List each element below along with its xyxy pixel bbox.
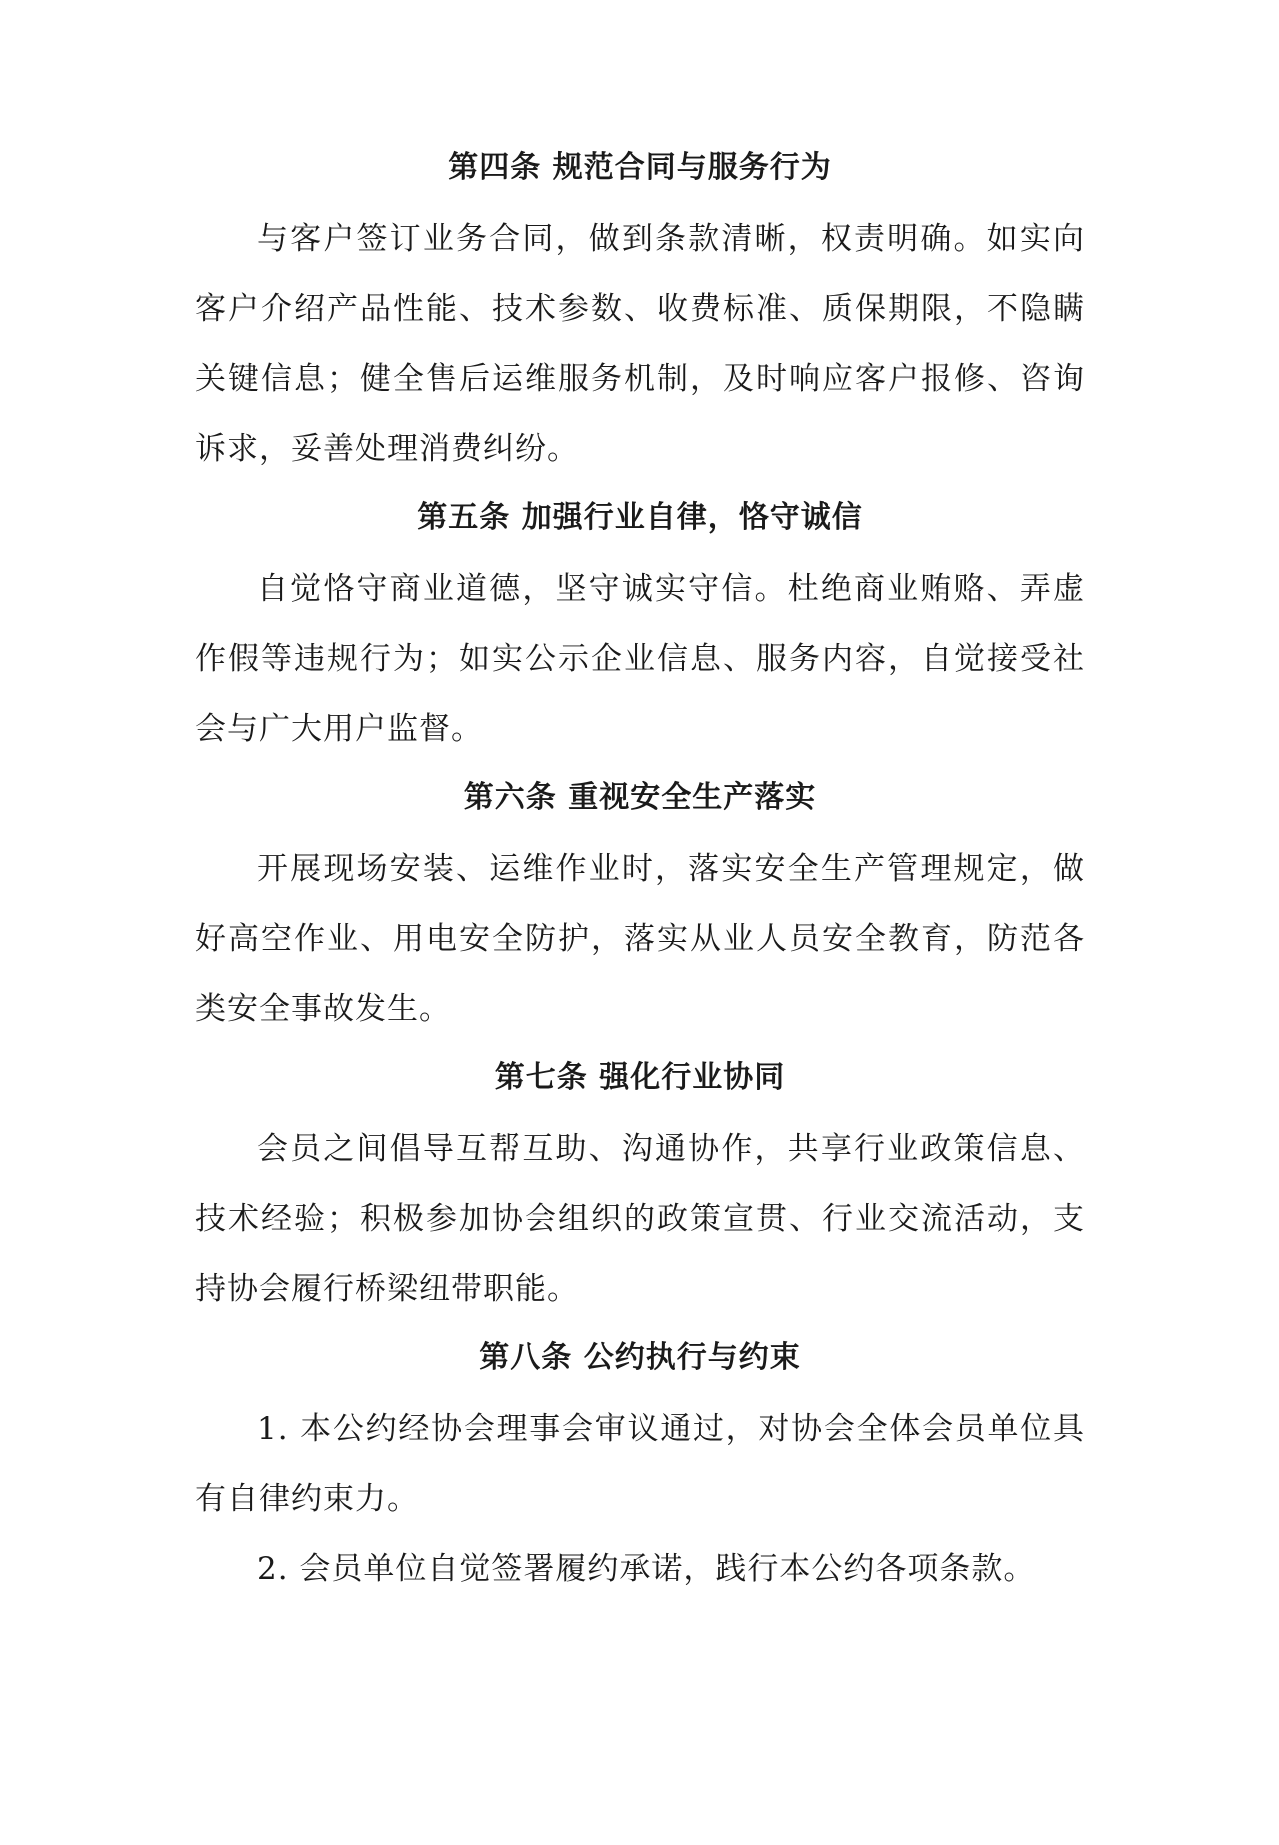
article-4-paragraph: 与客户签订业务合同，做到条款清晰，权责明确。如实向客户介绍产品性能、技术参数、收费标准、质保期限，不隐瞒关键信息；健全售后运维服务机制，及时响应客户报修、咨询诉求，妥善处理消费纠纷。	[195, 221, 1085, 467]
article-8-item-2: 2. 会员单位自觉签署履约承诺，践行本公约各项条款。	[257, 1551, 1036, 1587]
article-6-paragraph: 开展现场安装、运维作业时，落实安全生产管理规定，做好高空作业、用电安全防护，落实从业人员安全教育，防范各类安全事故发生。	[195, 851, 1085, 1027]
article-8-item-1: 1. 本公约经协会理事会审议通过，对协会全体会员单位具有自律约束力。	[195, 1411, 1085, 1517]
document-page	[195, 140, 1085, 1604]
article-5-paragraph: 自觉恪守商业道德，坚守诚实守信。杜绝商业贿赂、弄虚作假等违规行为；如实公示企业信息、服务内容，自觉接受社会与广大用户监督。	[195, 571, 1085, 747]
article-7-heading: 第七条 强化行业协同	[494, 1060, 786, 1095]
article-6-heading: 第六条 重视安全生产落实	[463, 780, 817, 815]
article-8-heading: 第八条 公约执行与约束	[479, 1340, 801, 1375]
article-5-heading: 第五条 加强行业自律，恪守诚信	[417, 500, 863, 535]
article-4-heading: 第四条 规范合同与服务行为	[448, 150, 832, 185]
article-7-paragraph: 会员之间倡导互帮互助、沟通协作，共享行业政策信息、技术经验；积极参加协会组织的政策宣贯、行业交流活动，支持协会履行桥梁纽带职能。	[195, 1131, 1085, 1307]
